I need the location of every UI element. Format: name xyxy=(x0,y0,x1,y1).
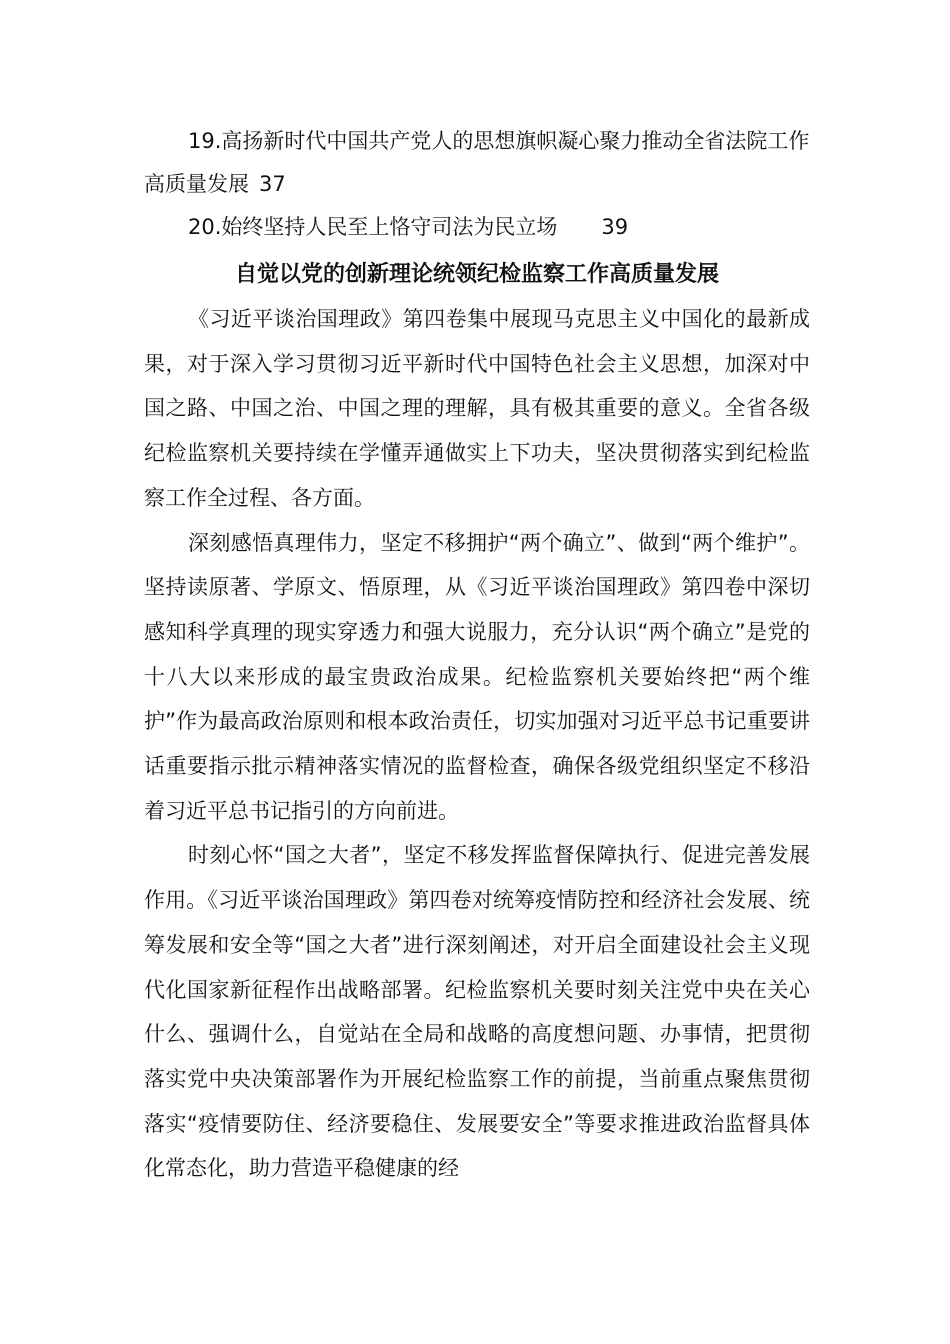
toc-entry-19[interactable] xyxy=(144,120,810,206)
toc-entry-title: 19.高扬新时代中国共产党人的思想旗帜凝心聚力推动全省法院工作高质量发展 xyxy=(144,129,810,196)
toc-page-number: 39 xyxy=(601,215,629,239)
toc-page-number: 37 xyxy=(259,172,286,196)
article-paragraph-3: 时刻心怀“国之大者”，坚定不移发挥监督保障执行、促进完善发展作用。《习近平谈治国理政》第四卷对统筹疫情防控和经济社会发展、统筹发展和安全等“国之大者”进行深刻阐述，对开启全面建设社会主义现代化国家新征程作出战略部署。纪检监察机关要时刻关注党中央在关心什么、强调什么，自觉站在全局和战略的高度想问题、办事情，把贯彻落实党中央决策部署作为开展纪检监察工作的前提，当前重点聚焦贯彻落实“疫情要防住、经济要稳住、发展要安全”等要求推进政治监督具体化常态化，助力营造平稳健康的经 xyxy=(144,843,810,1181)
article-paragraph-1: 《习近平谈治国理政》第四卷集中展现马克思主义中国化的最新成果，对于深入学习贯彻习近平新时代中国特色社会主义思想，加深对中国之路、中国之治、中国之理的理解，具有极其重要的意义。全省各级纪检监察机关要持续在学懂弄通做实上下功夫，坚决贯彻落实到纪检监察工作全过程、各方面。 xyxy=(144,307,810,510)
toc-entry-title: 20.始终坚持人民至上恪守司法为民立场 xyxy=(188,215,558,239)
page-content xyxy=(144,120,810,1191)
toc-entry-20[interactable] xyxy=(144,206,810,249)
article-title: 自觉以党的创新理论统领纪检监察工作高质量发展 xyxy=(234,262,719,287)
article-paragraph-2: 深刻感悟真理伟力，坚定不移拥护“两个确立”、做到“两个维护”。坚持读原著、学原文、悟原理，从《习近平谈治国理政》第四卷中深切感知科学真理的现实穿透力和强大说服力，充分认识“两个确立”是党的十八大以来形成的最宝贵政治成果。纪检监察机关要始终把“两个维护”作为最高政治原则和根本政治责任，切实加强对习近平总书记重要讲话重要指示批示精神落实情况的监督检查，确保各级党组织坚定不移沿着习近平总书记指引的方向前进。 xyxy=(144,530,810,823)
